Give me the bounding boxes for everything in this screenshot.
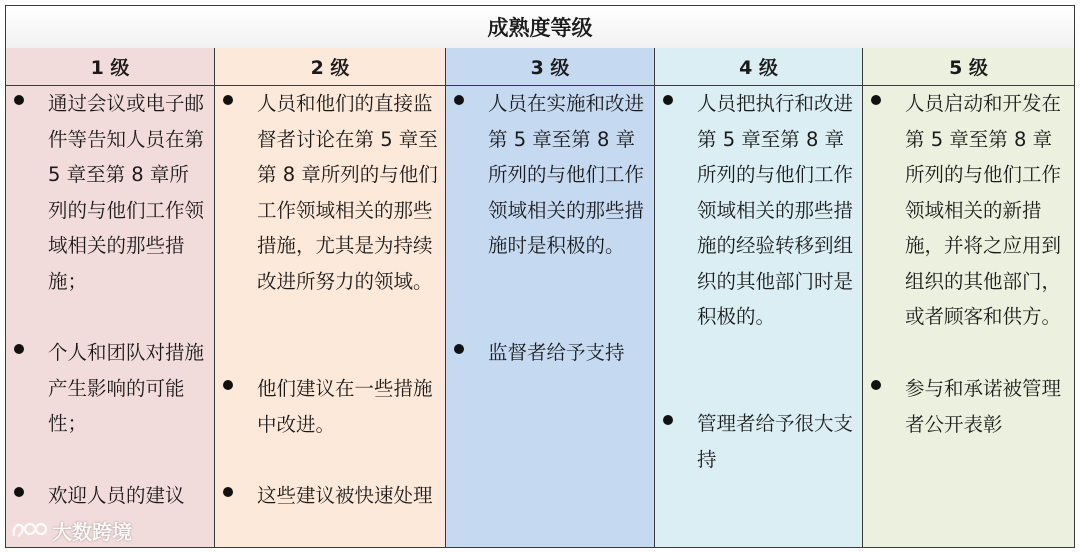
column-body xyxy=(863,86,1074,547)
bullet-text: 人员把执行和改进第 5 章至第 8 章所列的与他们工作领域相关的那些措施的经验转移到组织的其他部门时是积极的。 xyxy=(697,92,854,328)
watermark-logo xyxy=(10,516,132,545)
bullet-text: 通过会议或电子邮件等告知人员在第 5 章至第 8 章所列的与他们工作领域相关的那些措施； xyxy=(48,92,205,293)
bullet-dot xyxy=(663,415,673,425)
bullet-text: 监督者给予支持 xyxy=(488,341,625,364)
column-level-2 xyxy=(215,48,446,547)
column-level-5 xyxy=(863,48,1074,547)
bullet-text: 他们建议在一些措施中改进。 xyxy=(257,377,433,436)
bullet-text: 个人和团队对措施产生影响的可能性； xyxy=(48,341,205,435)
column-header: 4 级 xyxy=(655,48,862,86)
bullet-text: 这些建议被快速处理 xyxy=(257,484,433,507)
column-header: 2 级 xyxy=(215,48,445,86)
bullet-dot xyxy=(871,95,881,105)
bullet-text: 欢迎人员的建议 xyxy=(48,484,185,507)
column-body xyxy=(215,86,445,547)
bullet-dot xyxy=(14,95,24,105)
bullet-dot xyxy=(223,95,233,105)
column-header: 5 级 xyxy=(863,48,1074,86)
column-body xyxy=(6,86,214,547)
bullet-text: 人员在实施和改进第 5 章至第 8 章所列的与他们工作领域相关的那些措施时是积极的。 xyxy=(488,92,645,257)
bullet-dot xyxy=(871,380,881,390)
bullet-dot xyxy=(454,95,464,105)
maturity-table xyxy=(5,5,1075,548)
column-level-1 xyxy=(6,48,215,547)
logo-icon xyxy=(10,518,48,544)
table-title: 成熟度等级 xyxy=(6,6,1074,49)
column-level-3 xyxy=(446,48,655,547)
bullet-text: 人员启动和开发在第 5 章至第 8 章所列的与他们工作领域相关的新措施，并将之应用到组织的其他部门，或者顾客和供方。 xyxy=(905,92,1062,328)
bullet-text: 参与和承诺被管理者公开表彰 xyxy=(905,377,1062,436)
column-header: 1 级 xyxy=(6,48,214,86)
bullet-text: 管理者给予很大支持 xyxy=(697,412,854,471)
column-header: 3 级 xyxy=(446,48,654,86)
bullet-dot xyxy=(223,380,233,390)
bullet-dot xyxy=(14,487,24,497)
column-level-4 xyxy=(655,48,863,547)
column-body xyxy=(655,86,862,547)
bullet-dot xyxy=(223,487,233,497)
bullet-dot xyxy=(663,95,673,105)
watermark-text: 大数跨境 xyxy=(52,520,132,544)
column-body xyxy=(446,86,654,547)
bullet-dot xyxy=(454,344,464,354)
bullet-text: 人员和他们的直接监督者讨论在第 5 章至第 8 章所列的与他们工作领域相关的那些措施，尤其是为持续改进所努力的领域。 xyxy=(257,92,438,293)
bullet-dot xyxy=(14,344,24,354)
